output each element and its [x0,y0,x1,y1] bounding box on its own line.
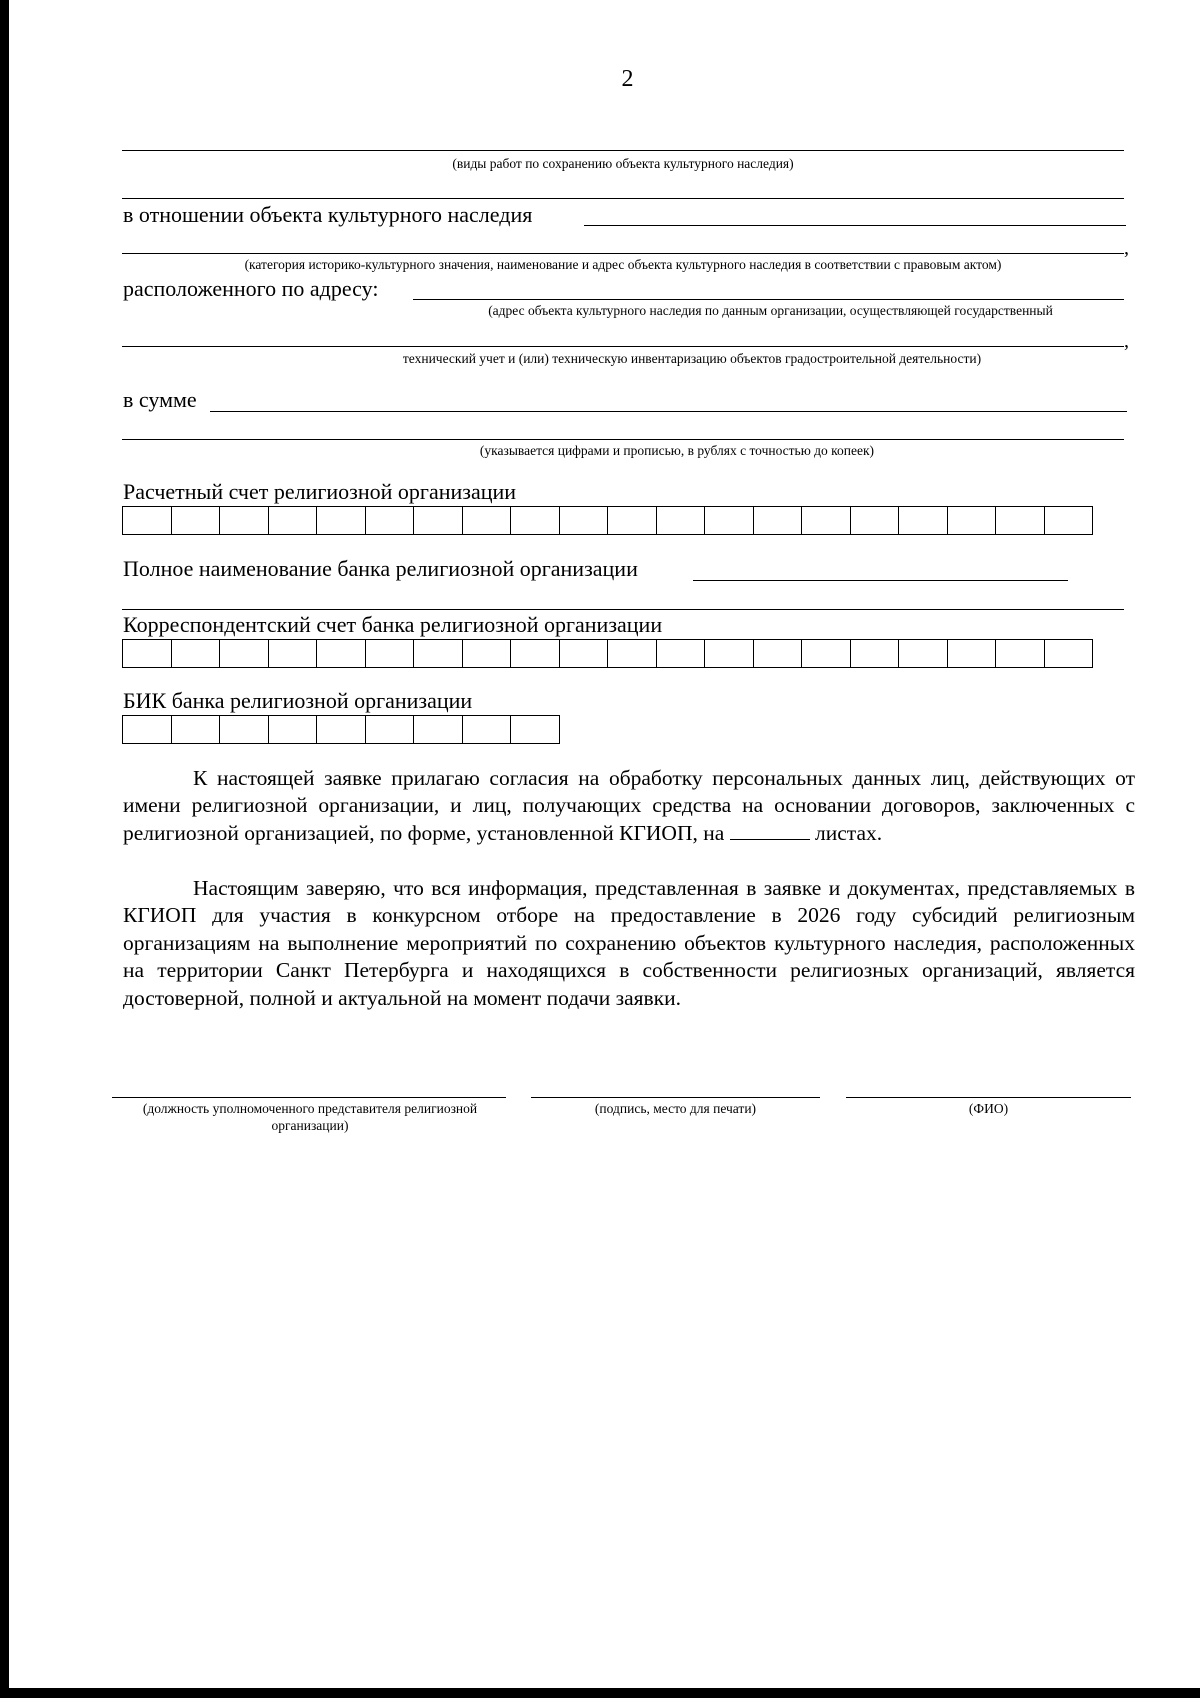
category-caption: (категория историко-культурного значения, наименование и адрес объекта культурного наследия в соответствии с правовым актом) [244,257,1002,272]
digit-box[interactable] [608,506,657,535]
consent-text: К настоящей заявке прилагаю согласия на обработку персональных данных лиц, действующих от имени религиозной организации, и лиц, получающих средства на основании договоров, заключенных с религиозной организацией, по форме, установленной КГИОП, на [123,766,1135,845]
digit-box[interactable] [1045,639,1094,668]
digit-box[interactable] [754,506,803,535]
settlement-account-label: Расчетный счет религиозной организации [123,479,517,504]
digit-box[interactable] [366,506,415,535]
position-caption: (должность уполномоченного представителя религиозной организации) [142,1101,478,1133]
sheets-count-field[interactable] [730,821,810,840]
digit-box[interactable] [705,506,754,535]
category-line[interactable] [122,253,1124,254]
bank-name-label: Полное наименование банка религиозной организации [123,556,638,581]
digit-box[interactable] [560,506,609,535]
digit-box[interactable] [463,506,512,535]
digit-box[interactable] [608,639,657,668]
digit-box[interactable] [414,715,463,744]
bik-boxes[interactable] [122,715,560,744]
fio-caption: (ФИО) [968,1101,1009,1116]
digit-box[interactable] [220,715,269,744]
consent-text-end: листах. [815,820,883,845]
address-line-2[interactable] [122,346,1124,347]
digit-box[interactable] [220,506,269,535]
sign-signature-line[interactable] [531,1097,820,1098]
bank-name-line-2[interactable] [122,609,1124,610]
digit-box[interactable] [560,639,609,668]
digit-box[interactable] [705,639,754,668]
digit-box[interactable] [802,639,851,668]
certification-paragraph: Настоящим заверяю, что вся информация, представленная в заявке и документах, представляемых в КГИОП для участия в конкурсном отборе на предоставление в 2026 году субсидий религиозным организациям на выполнение мероприятий по сохранению объектов культурного наследия, расположенных на территории Санкт Петербурга и находящихся в собственности религиозных организаций, является достоверной, полной и актуальной на момент подачи заявки. [123,876,1135,1010]
works-types-line-2[interactable] [122,198,1124,199]
position-signature-line[interactable] [112,1097,506,1098]
sum-line-2[interactable] [122,439,1124,440]
bik-label: БИК банка религиозной организации [123,688,473,713]
sum-field[interactable] [210,411,1127,412]
digit-box[interactable] [948,506,997,535]
works-types-line[interactable] [122,150,1124,151]
digit-box[interactable] [366,715,415,744]
digit-box[interactable] [317,506,366,535]
digit-box[interactable] [414,639,463,668]
sum-label: в сумме [123,387,197,412]
digit-box[interactable] [172,506,221,535]
digit-box[interactable] [511,506,560,535]
digit-box[interactable] [657,506,706,535]
digit-box[interactable] [754,639,803,668]
digit-box[interactable] [511,639,560,668]
digit-box[interactable] [657,639,706,668]
consent-paragraph [123,765,1135,847]
heritage-object-label: в отношении объекта культурного наследия [123,202,533,227]
page-number: 2 [621,66,634,92]
works-types-caption: (виды работ по сохранению объекта культурного наследия) [452,156,794,171]
digit-box[interactable] [172,715,221,744]
digit-box[interactable] [899,506,948,535]
category-comma: , [1124,237,1129,259]
scan-edge-bottom [0,1688,1200,1698]
corr-account-boxes[interactable] [122,639,1093,668]
sign-caption: (подпись, место для печати) [594,1101,757,1116]
digit-box[interactable] [269,715,318,744]
digit-box[interactable] [996,639,1045,668]
located-at-label: расположенного по адресу: [123,276,379,301]
digit-box[interactable] [996,506,1045,535]
bank-name-field[interactable] [693,580,1068,581]
digit-box[interactable] [851,639,900,668]
digit-box[interactable] [899,639,948,668]
digit-box[interactable] [802,506,851,535]
address-caption-2: технический учет и (или) техническую инвентаризацию объектов градостроительной деятельности) [402,351,982,366]
heritage-object-field[interactable] [584,225,1126,226]
digit-box[interactable] [317,639,366,668]
digit-box[interactable] [463,639,512,668]
settlement-account-boxes[interactable] [122,506,1093,535]
scan-edge-left [0,0,9,1698]
digit-box[interactable] [948,639,997,668]
digit-box[interactable] [123,506,172,535]
address-field[interactable] [413,299,1124,300]
digit-box[interactable] [123,639,172,668]
address-comma: , [1124,330,1129,352]
address-caption-1: (адрес объекта культурного наследия по данным организации, осуществляющей государственный [488,303,1053,318]
digit-box[interactable] [220,639,269,668]
digit-box[interactable] [463,715,512,744]
corr-account-label: Корреспондентский счет банка религиозной организации [123,612,663,637]
digit-box[interactable] [1045,506,1094,535]
fio-signature-line[interactable] [846,1097,1131,1098]
digit-box[interactable] [366,639,415,668]
digit-box[interactable] [851,506,900,535]
sum-caption: (указывается цифрами и прописью, в рублях с точностью до копеек) [479,443,875,458]
digit-box[interactable] [269,506,318,535]
digit-box[interactable] [317,715,366,744]
digit-box[interactable] [414,506,463,535]
digit-box[interactable] [172,639,221,668]
digit-box[interactable] [511,715,560,744]
digit-box[interactable] [269,639,318,668]
digit-box[interactable] [123,715,172,744]
